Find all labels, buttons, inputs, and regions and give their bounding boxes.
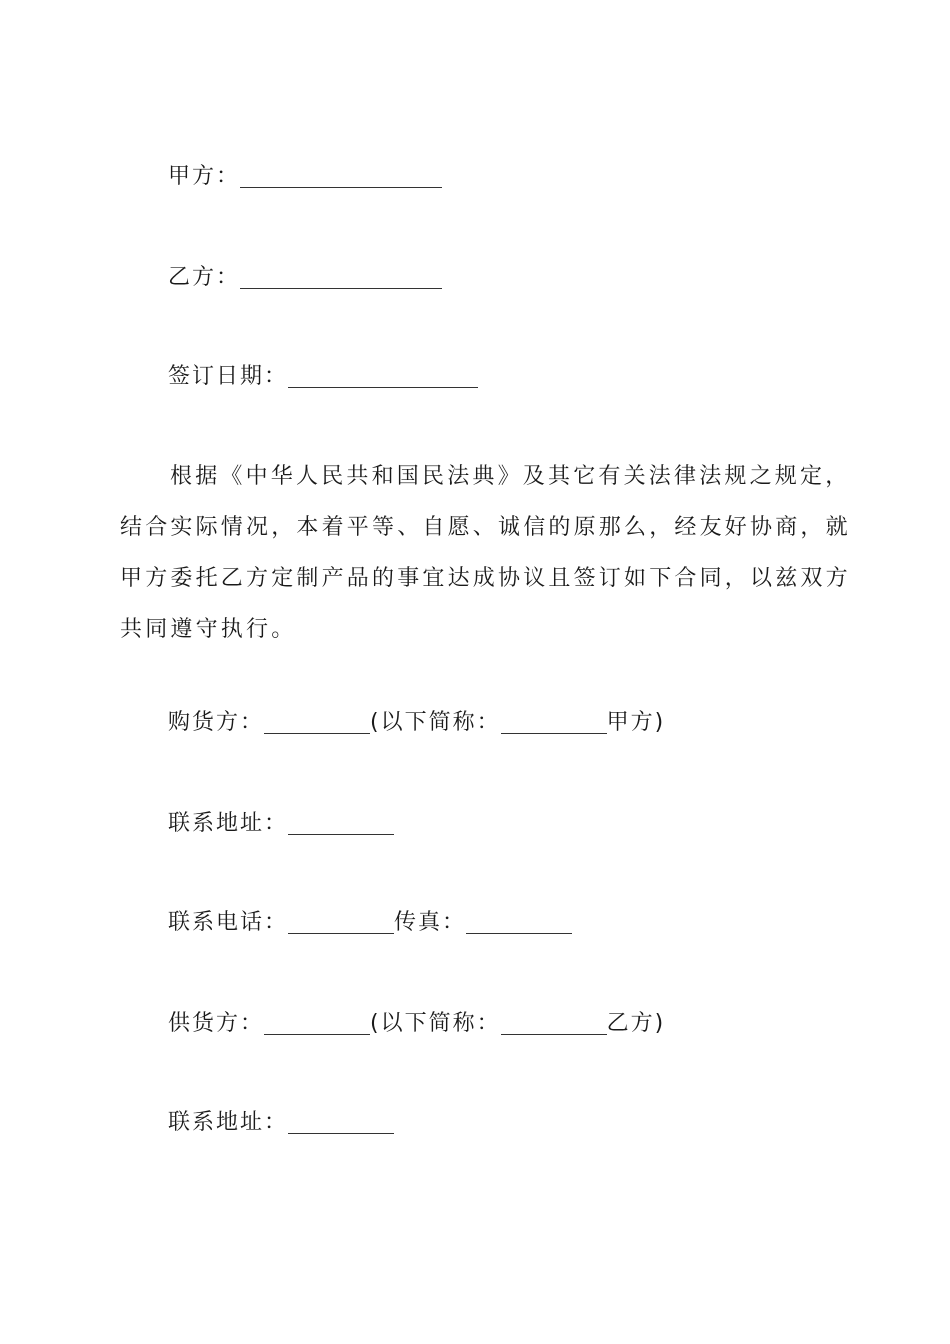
- intro-line: 结合实际情况，本着平等、自愿、诚信的原那么，经友好协商，就: [120, 515, 851, 540]
- buyer-address-field: [168, 809, 394, 839]
- intro-line: 甲方委托乙方定制产品的事宜达成协议且签订如下合同，以兹双方: [120, 566, 851, 591]
- buyer-address-blank[interactable]: [288, 814, 394, 835]
- buyer-label: 购货方：: [168, 710, 265, 735]
- sign-date-label: 签订日期：: [168, 364, 289, 389]
- supplier-address-field: [168, 1108, 394, 1138]
- party-a-label: 甲方：: [168, 164, 241, 189]
- sign-date-blank[interactable]: [288, 367, 478, 388]
- buyer-name-blank[interactable]: [264, 713, 370, 734]
- supplier-label: 供货方：: [168, 1011, 265, 1036]
- party-b-label: 乙方：: [168, 265, 241, 290]
- buyer-contact-field: [168, 908, 572, 938]
- supplier-name-blank[interactable]: [264, 1014, 370, 1035]
- supplier-abbr-close: 乙方): [606, 1011, 666, 1036]
- buyer-field: [168, 708, 665, 738]
- party-b-blank[interactable]: [240, 268, 442, 289]
- intro-line: 共同遵守执行。: [120, 617, 297, 642]
- sign-date-field: [168, 362, 478, 392]
- supplier-address-label: 联系地址：: [168, 1110, 289, 1135]
- supplier-abbr-blank[interactable]: [501, 1014, 607, 1035]
- buyer-abbr-close: 甲方): [606, 710, 666, 735]
- party-b-field: [168, 263, 442, 293]
- party-a-field: [168, 162, 442, 192]
- buyer-fax-blank[interactable]: [466, 913, 572, 934]
- supplier-address-blank[interactable]: [288, 1113, 394, 1134]
- buyer-address-label: 联系地址：: [168, 811, 289, 836]
- buyer-phone-label: 联系电话：: [168, 910, 289, 935]
- supplier-abbr-open: (以下简称：: [370, 1011, 501, 1036]
- buyer-fax-label: 传真：: [394, 910, 467, 935]
- buyer-abbr-open: (以下简称：: [370, 710, 501, 735]
- supplier-field: [168, 1009, 665, 1039]
- buyer-phone-blank[interactable]: [288, 913, 394, 934]
- party-a-blank[interactable]: [240, 167, 442, 188]
- intro-paragraph: [120, 451, 851, 655]
- intro-line: 根据《中华人民共和国民法典》及其它有关法律法规之规定，: [170, 464, 851, 489]
- buyer-abbr-blank[interactable]: [501, 713, 607, 734]
